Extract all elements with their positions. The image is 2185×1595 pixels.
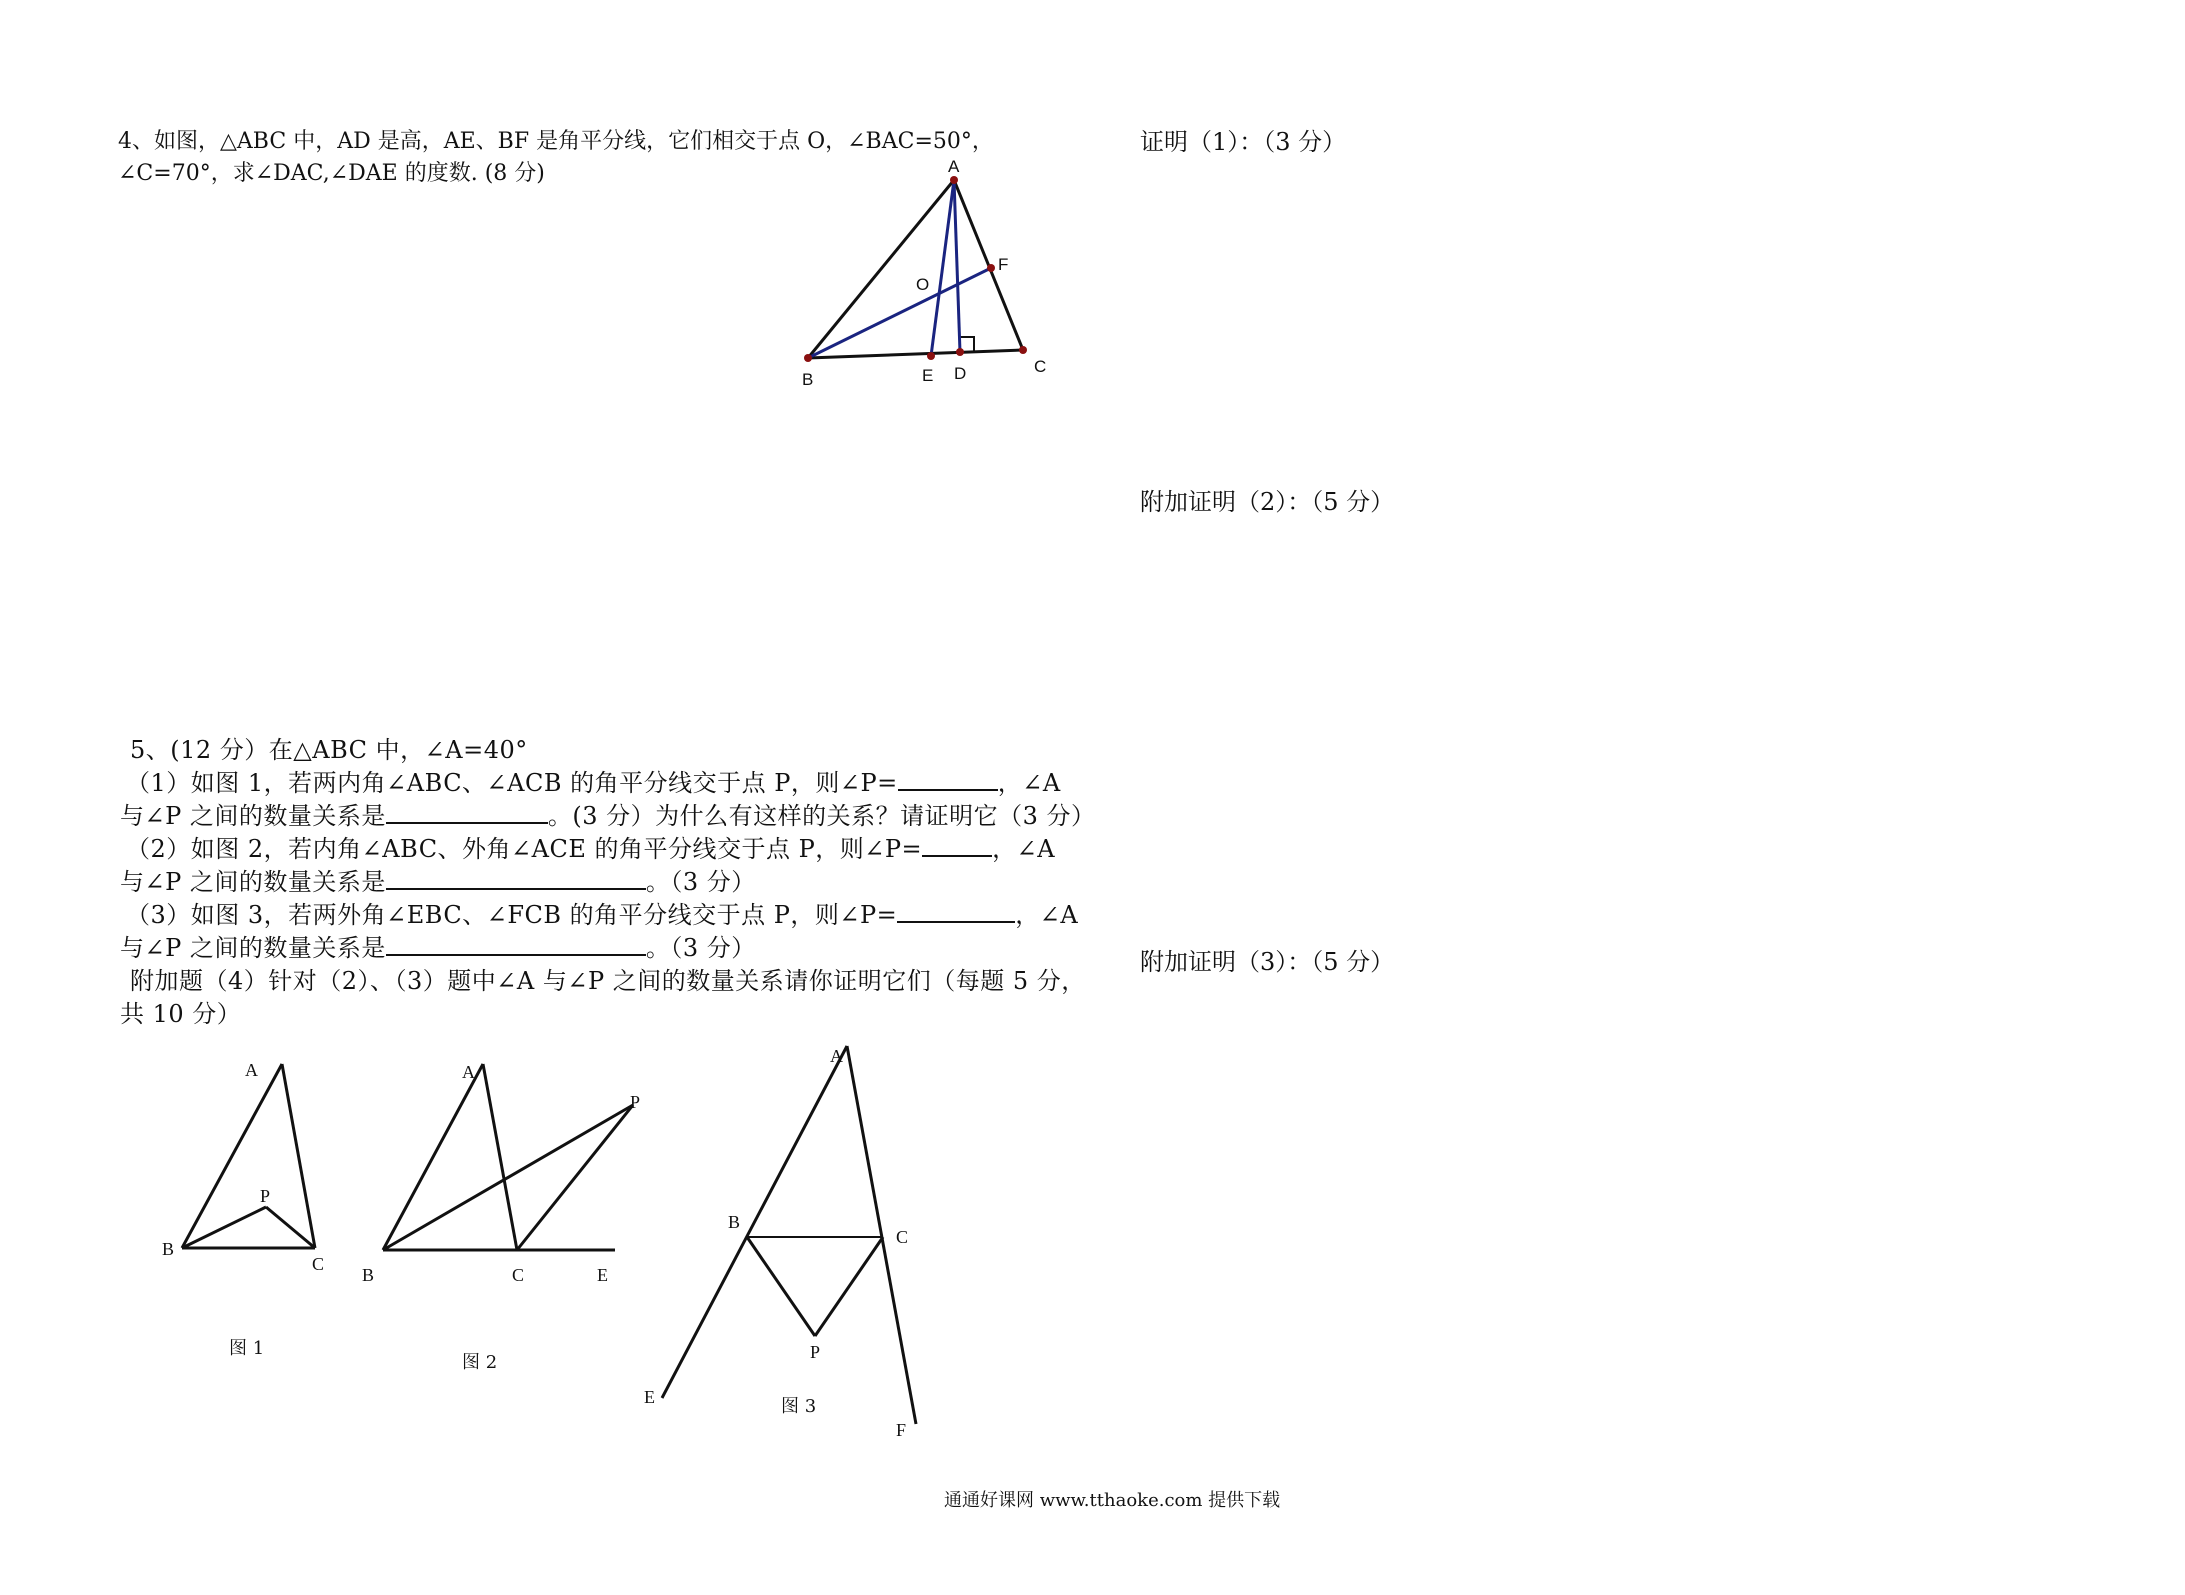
q5-heading: 5、(12 分）在△ABC 中，∠A=40° [130, 736, 528, 764]
q5-part-1-line-2 [120, 796, 1096, 831]
label-a: A [948, 157, 960, 176]
altitude-ad [954, 180, 960, 352]
fig1-label-c: C [312, 1254, 325, 1274]
q4-triangle-figure [790, 150, 1080, 400]
q5-part-1-text-c: 与∠P 之间的数量关系是 [120, 802, 386, 830]
label-o: O [916, 275, 930, 294]
fig2-bisector-cp [517, 1105, 633, 1250]
fig1-label-b: B [162, 1239, 175, 1259]
answer-blank-p2-angle [922, 833, 992, 857]
figure-3-caption: 图 3 [781, 1396, 817, 1417]
point-e [927, 352, 935, 360]
label-e: E [922, 366, 934, 385]
fig3-bisector-bp [747, 1237, 815, 1336]
bisector-ae [931, 180, 954, 356]
answer-blank-p2-relation [386, 866, 646, 890]
q5-part-3-line-2 [120, 928, 756, 963]
fig1-label-p: P [260, 1186, 271, 1206]
q4-line-1: 4、如图，△ABC 中，AD 是高，AE、BF 是角平分线，它们相交于点 O，∠BAC=50°， [118, 129, 994, 154]
figure-1 [150, 1050, 350, 1280]
label-b: B [802, 370, 814, 389]
q5-part-2-text-b: ，∠A [992, 835, 1056, 863]
point-b [804, 354, 812, 362]
fig2-label-p: P [630, 1092, 641, 1112]
q5-part-2-text-c: 与∠P 之间的数量关系是 [120, 868, 386, 896]
fig3-label-c: C [896, 1227, 909, 1247]
fig2-label-b: B [362, 1265, 375, 1285]
point-f [987, 264, 995, 272]
proof-2-heading: 附加证明（2）：（5 分） [1140, 488, 1395, 516]
fig1-side-ac [282, 1064, 315, 1248]
q5-extra-line-2: 共 10 分） [120, 1000, 242, 1028]
label-f: F [998, 255, 1009, 274]
figure-3 [640, 1040, 940, 1440]
figure-2-caption: 图 2 [462, 1352, 498, 1373]
answer-blank-p1-angle [898, 767, 998, 791]
point-d [956, 348, 964, 356]
q5-part-2-line-2 [120, 862, 756, 897]
answer-blank-p3-relation [386, 932, 646, 956]
q5-part-1-line-1 [126, 763, 1061, 798]
fig3-label-a: A [830, 1046, 843, 1066]
label-d: D [954, 364, 967, 383]
q5-part-3-text-a: （3）如图 3，若两外角∠EBC、∠FCB 的角平分线交于点 P，则∠P= [126, 901, 898, 929]
q5-part-1-text-b: ，∠A [997, 769, 1061, 797]
fig1-label-a: A [245, 1060, 258, 1080]
proof-3-heading: 附加证明（3）：（5 分） [1140, 948, 1395, 976]
q5-part-3-line-1 [126, 895, 1078, 930]
page-footer: 通通好课网 www.tthaoke.com 提供下载 [944, 1490, 1281, 1511]
point-c [1019, 346, 1027, 354]
fig3-bisector-cp [815, 1237, 883, 1336]
q5-part-3-text-b: ，∠A [1015, 901, 1079, 929]
label-c: C [1034, 357, 1047, 376]
q5-part-2-text-a: （2）如图 2，若内角∠ABC、外角∠ACE 的角平分线交于点 P，则∠P= [126, 835, 923, 863]
fig2-label-a: A [462, 1062, 475, 1082]
fig3-label-b: B [728, 1212, 741, 1232]
fig2-label-e: E [597, 1265, 608, 1285]
q5-extra-line-1: 附加题（4）针对（2）、（3）题中∠A 与∠P 之间的数量关系请你证明它们（每题 5 分， [130, 967, 1086, 995]
side-ab [808, 180, 954, 358]
answer-blank-p1-relation [386, 800, 548, 824]
q5-part-3-text-d: 。（3 分） [645, 934, 756, 962]
fig3-label-e: E [644, 1387, 655, 1407]
q5-part-2-text-d: 。（3 分） [645, 868, 756, 896]
q5-part-3-text-c: 与∠P 之间的数量关系是 [120, 934, 386, 962]
q5-part-2-line-1 [126, 829, 1055, 864]
figure-2 [350, 1050, 670, 1290]
side-bc [808, 350, 1023, 358]
q4-line-2: ∠C=70°，求∠DAC,∠DAE 的度数. (8 分) [118, 161, 545, 186]
fig1-side-ab [182, 1064, 282, 1248]
q5-part-1-text-d: 。(3 分）为什么有这样的关系？请证明它（3 分） [547, 802, 1096, 830]
figure-1-caption: 图 1 [229, 1338, 265, 1359]
q5-part-1-text-a: （1）如图 1，若两内角∠ABC、∠ACB 的角平分线交于点 P，则∠P= [126, 769, 898, 797]
fig3-label-f: F [896, 1420, 907, 1440]
fig2-side-ac [483, 1064, 517, 1250]
fig3-label-p: P [810, 1342, 821, 1362]
bisector-bf [808, 268, 991, 358]
answer-blank-p3-angle [897, 899, 1015, 923]
proof-1-heading: 证明（1）：（3 分） [1140, 128, 1347, 156]
fig2-label-c: C [512, 1265, 525, 1285]
point-a [950, 176, 958, 184]
